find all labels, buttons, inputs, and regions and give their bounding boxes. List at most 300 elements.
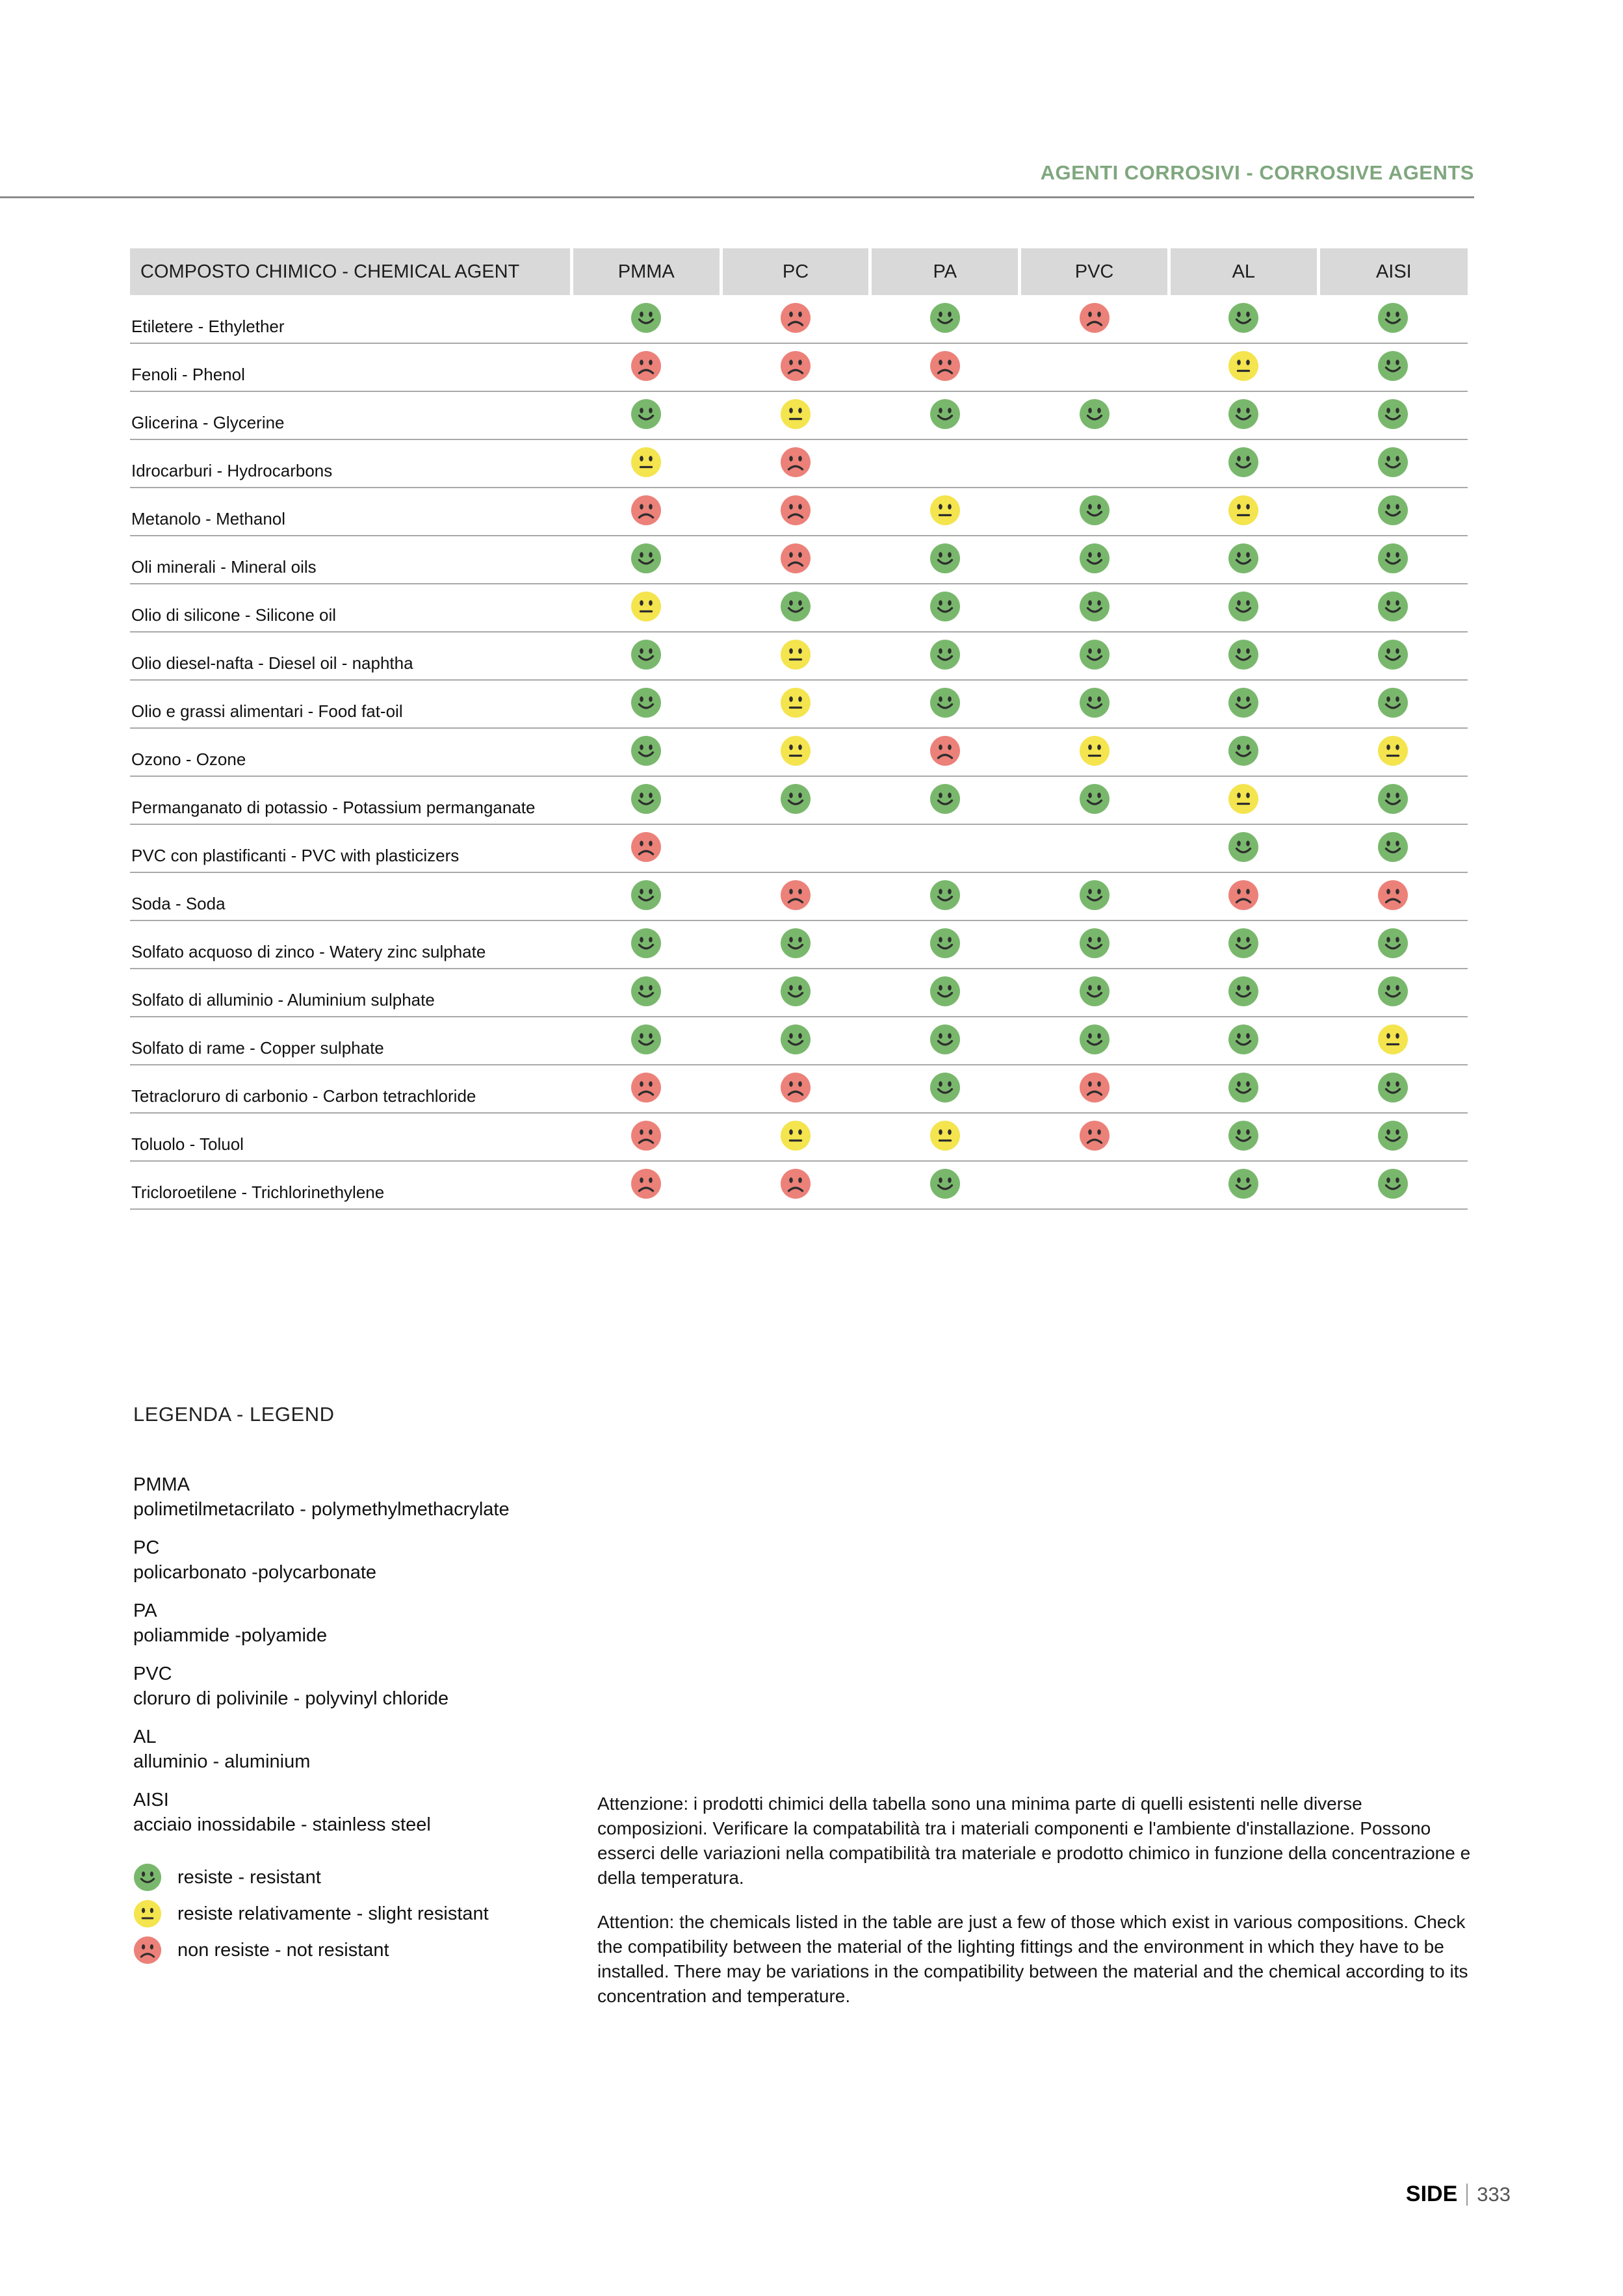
rating-resistant-icon	[1228, 302, 1259, 333]
rating-not_resistant-icon	[780, 880, 811, 911]
rating-not_resistant-icon	[780, 302, 811, 333]
rating-resistant-icon	[929, 639, 961, 670]
rating-resistant-icon	[630, 976, 662, 1007]
table-row	[130, 584, 1468, 632]
footer-divider	[1466, 2184, 1468, 2206]
rating-resistant-icon	[1228, 1072, 1259, 1103]
table-body	[130, 295, 1468, 1209]
chemical-agent-name: Idrocarburi - Hydrocarbons	[130, 439, 571, 488]
rating-resistant-icon	[929, 591, 961, 622]
rating-resistant-icon	[1079, 495, 1110, 526]
rating-cell-empty	[1020, 439, 1169, 488]
rating-resistant-icon	[929, 783, 961, 815]
rating-resistant-icon	[1377, 1168, 1409, 1199]
rating-resistant-icon	[1228, 928, 1259, 959]
chemical-agent-name: Tetracloruro di carbonio - Carbon tetrachloride	[130, 1065, 571, 1113]
rating-cell	[1020, 920, 1169, 969]
rating-cell	[721, 728, 870, 776]
rating-resistant-icon	[1228, 976, 1259, 1007]
rating-not_resistant-icon	[630, 1168, 662, 1199]
rating-resistant-icon	[630, 783, 662, 815]
rating-resistant-icon	[929, 543, 961, 574]
chemical-agent-name: Metanolo - Methanol	[130, 488, 571, 536]
rating-not_resistant-icon	[1079, 1120, 1110, 1151]
rating-cell	[571, 632, 721, 680]
rating-cell	[571, 391, 721, 439]
rating-cell	[1318, 584, 1468, 632]
rating-cell	[1318, 776, 1468, 824]
rating-cell	[1020, 632, 1169, 680]
rating-resistant-icon	[1228, 543, 1259, 574]
rating-resistant-icon	[1377, 1072, 1409, 1103]
rating-cell	[571, 1017, 721, 1065]
rating-resistant-icon	[630, 687, 662, 718]
rating-resistant-icon	[929, 1168, 961, 1199]
legend	[133, 1403, 588, 1972]
rating-cell-empty	[721, 824, 870, 872]
material-code: PA	[133, 1600, 157, 1621]
table-row	[130, 1161, 1468, 1209]
rating-slight-icon	[1228, 783, 1259, 815]
rating-cell	[1169, 872, 1318, 920]
rating-cell	[870, 632, 1020, 680]
rating-resistant-icon	[630, 880, 662, 911]
rating-cell	[1318, 728, 1468, 776]
rating-resistant-icon	[780, 976, 811, 1007]
rating-resistant-icon	[630, 398, 662, 430]
chemical-agent-name: Toluolo - Toluol	[130, 1113, 571, 1161]
rating-cell	[870, 920, 1020, 969]
material-description: poliammide -polyamide	[133, 1625, 328, 1646]
column-header-material: PMMA	[571, 248, 721, 295]
chemical-agent-name: Olio di silicone - Silicone oil	[130, 584, 571, 632]
material-code: PVC	[133, 1663, 172, 1684]
note-english: Attention: the chemicals listed in the table are just a few of those which exist in various compositions. Check the compatibility between the material of the lighting fittings and the environment in which they have to be installed. There may be variations in the compatibility between the material and the chemical according to its concentration and temperature.	[597, 1912, 1468, 2006]
rating-not_resistant-icon	[630, 495, 662, 526]
rating-cell	[1169, 1113, 1318, 1161]
table-row	[130, 872, 1468, 920]
rating-slight-icon	[133, 1899, 162, 1928]
rating-resistant-icon	[1079, 928, 1110, 959]
rating-resistant-icon	[929, 1024, 961, 1055]
chemical-agent-name: Olio diesel-nafta - Diesel oil - naphtha	[130, 632, 571, 680]
rating-cell	[1020, 488, 1169, 536]
legend-materials	[133, 1474, 588, 1836]
rating-resistant-icon	[1079, 783, 1110, 815]
rating-cell	[1318, 969, 1468, 1017]
legend-title: LEGENDA - LEGEND	[133, 1403, 335, 1426]
rating-cell	[1318, 1161, 1468, 1209]
rating-cell	[870, 776, 1020, 824]
table-row	[130, 343, 1468, 391]
rating-cell	[721, 969, 870, 1017]
rating-not_resistant-icon	[929, 735, 961, 766]
rating-resistant-icon	[1079, 398, 1110, 430]
rating-cell	[1318, 632, 1468, 680]
rating-resistant-icon	[1377, 350, 1409, 382]
rating-cell	[870, 872, 1020, 920]
rating-resistant-icon	[1377, 543, 1409, 574]
rating-resistant-icon	[1377, 1120, 1409, 1151]
rating-cell	[1169, 536, 1318, 584]
rating-cell	[571, 343, 721, 391]
rating-slight-icon	[780, 1120, 811, 1151]
rating-cell	[721, 1065, 870, 1113]
rating-resistant-icon	[1377, 928, 1409, 959]
rating-cell	[1318, 1065, 1468, 1113]
rating-cell	[1318, 343, 1468, 391]
table-row	[130, 680, 1468, 728]
material-code: AL	[133, 1727, 157, 1747]
rating-cell	[571, 824, 721, 872]
table-row	[130, 439, 1468, 488]
rating-not_resistant-icon	[630, 350, 662, 382]
rating-cell	[1169, 343, 1318, 391]
rating-cell	[721, 295, 870, 343]
rating-resistant-icon	[1377, 302, 1409, 333]
rating-resistant-icon	[1079, 880, 1110, 911]
chemical-agent-name: Soda - Soda	[130, 872, 571, 920]
rating-not_resistant-icon	[1377, 880, 1409, 911]
rating-cell	[1020, 1017, 1169, 1065]
rating-cell	[1318, 1017, 1468, 1065]
rating-cell	[721, 391, 870, 439]
rating-cell	[870, 488, 1020, 536]
rating-resistant-icon	[1228, 831, 1259, 863]
rating-not_resistant-icon	[780, 350, 811, 382]
rating-cell	[1169, 391, 1318, 439]
rating-resistant-icon	[1377, 687, 1409, 718]
chemical-agent-name: Solfato acquoso di zinco - Watery zinc sulphate	[130, 920, 571, 969]
rating-cell	[571, 920, 721, 969]
legend-material	[133, 1790, 588, 1836]
rating-cell	[571, 969, 721, 1017]
rating-cell	[1169, 776, 1318, 824]
rating-resistant-icon	[929, 1072, 961, 1103]
rating-cell-empty	[870, 439, 1020, 488]
rating-cell	[870, 1161, 1020, 1209]
legend-rating-label: resiste - resistant	[177, 1866, 321, 1888]
rating-not_resistant-icon	[1079, 302, 1110, 333]
table-row	[130, 824, 1468, 872]
rating-resistant-icon	[929, 928, 961, 959]
chemical-agent-name: Fenoli - Phenol	[130, 343, 571, 391]
table-row	[130, 632, 1468, 680]
table-row	[130, 295, 1468, 343]
rating-not_resistant-icon	[630, 1072, 662, 1103]
rating-cell	[1318, 488, 1468, 536]
rating-cell	[721, 488, 870, 536]
rating-resistant-icon	[780, 591, 811, 622]
rating-resistant-icon	[1377, 398, 1409, 430]
rating-cell	[1318, 1113, 1468, 1161]
rating-cell	[870, 969, 1020, 1017]
page-number: 333	[1477, 2182, 1511, 2206]
table-row	[130, 969, 1468, 1017]
rating-cell-empty	[1020, 824, 1169, 872]
rating-cell	[870, 391, 1020, 439]
rating-cell	[870, 584, 1020, 632]
rating-resistant-icon	[1377, 976, 1409, 1007]
rating-resistant-icon	[1079, 687, 1110, 718]
rating-resistant-icon	[1228, 1024, 1259, 1055]
rating-resistant-icon	[630, 1024, 662, 1055]
rating-cell	[1169, 488, 1318, 536]
rating-cell	[1169, 295, 1318, 343]
legend-rating-row	[133, 1899, 588, 1928]
table-row	[130, 488, 1468, 536]
rating-resistant-icon	[1228, 398, 1259, 430]
rating-resistant-icon	[1079, 543, 1110, 574]
rating-not_resistant-icon	[1079, 1072, 1110, 1103]
rating-resistant-icon	[1228, 1168, 1259, 1199]
rating-cell	[1318, 295, 1468, 343]
table-row	[130, 391, 1468, 439]
rating-slight-icon	[1228, 350, 1259, 382]
rating-cell	[870, 1113, 1020, 1161]
rating-cell	[1169, 439, 1318, 488]
rating-cell	[1169, 1161, 1318, 1209]
rating-resistant-icon	[780, 928, 811, 959]
legend-material	[133, 1537, 588, 1584]
page-title: AGENTI CORROSIVI - CORROSIVE AGENTS	[1040, 161, 1474, 184]
rating-cell	[870, 295, 1020, 343]
rating-cell	[1169, 632, 1318, 680]
rating-resistant-icon	[1228, 591, 1259, 622]
rating-slight-icon	[929, 1120, 961, 1151]
material-code: AISI	[133, 1790, 169, 1810]
chemical-agent-name: Oli minerali - Mineral oils	[130, 536, 571, 584]
rating-resistant-icon	[630, 302, 662, 333]
rating-cell	[1169, 1017, 1318, 1065]
column-header-material: AL	[1169, 248, 1318, 295]
rating-slight-icon	[780, 735, 811, 766]
rating-cell	[721, 439, 870, 488]
rating-cell	[1020, 1065, 1169, 1113]
rating-cell	[721, 1161, 870, 1209]
rating-cell	[1318, 920, 1468, 969]
table-row	[130, 536, 1468, 584]
table-row	[130, 776, 1468, 824]
column-header-material: PC	[721, 248, 870, 295]
legend-rating-label: non resiste - not resistant	[177, 1939, 389, 1961]
header-divider	[0, 196, 1474, 198]
rating-cell	[721, 872, 870, 920]
rating-resistant-icon	[1377, 591, 1409, 622]
material-description: alluminio - aluminium	[133, 1751, 311, 1772]
table-header-row	[130, 248, 1468, 295]
rating-resistant-icon	[929, 398, 961, 430]
rating-not_resistant-icon	[630, 1120, 662, 1151]
rating-resistant-icon	[133, 1863, 162, 1892]
rating-cell	[721, 1017, 870, 1065]
rating-cell	[1318, 439, 1468, 488]
material-description: policarbonato -polycarbonate	[133, 1562, 377, 1583]
rating-cell	[721, 680, 870, 728]
rating-cell	[870, 1017, 1020, 1065]
rating-cell	[571, 776, 721, 824]
rating-cell	[1020, 969, 1169, 1017]
chemical-agent-name: Solfato di rame - Copper sulphate	[130, 1017, 571, 1065]
rating-not_resistant-icon	[780, 495, 811, 526]
rating-cell	[1020, 680, 1169, 728]
rating-resistant-icon	[630, 639, 662, 670]
material-description: cloruro di polivinile - polyvinyl chloride	[133, 1688, 449, 1709]
rating-cell	[571, 295, 721, 343]
rating-resistant-icon	[1228, 639, 1259, 670]
rating-resistant-icon	[1377, 639, 1409, 670]
rating-resistant-icon	[1377, 495, 1409, 526]
rating-resistant-icon	[1377, 831, 1409, 863]
rating-cell	[1020, 1113, 1169, 1161]
brand-name: SIDE	[1405, 2182, 1458, 2206]
rating-not_resistant-icon	[1228, 880, 1259, 911]
column-header-agent: COMPOSTO CHIMICO - CHEMICAL AGENT	[130, 248, 571, 295]
rating-cell	[721, 920, 870, 969]
rating-cell	[870, 536, 1020, 584]
rating-resistant-icon	[1228, 1120, 1259, 1151]
rating-cell	[1169, 969, 1318, 1017]
rating-resistant-icon	[929, 880, 961, 911]
rating-resistant-icon	[929, 687, 961, 718]
rating-resistant-icon	[780, 1024, 811, 1055]
rating-cell	[1318, 391, 1468, 439]
rating-slight-icon	[1377, 1024, 1409, 1055]
rating-cell	[721, 776, 870, 824]
chemical-agent-name: PVC con plastificanti - PVC with plasticizers	[130, 824, 571, 872]
rating-cell	[1020, 391, 1169, 439]
chemical-agent-name: Olio e grassi alimentari - Food fat-oil	[130, 680, 571, 728]
chemical-agent-name: Permanganato di potassio - Potassium permanganate	[130, 776, 571, 824]
rating-resistant-icon	[1228, 687, 1259, 718]
rating-resistant-icon	[1228, 735, 1259, 766]
rating-resistant-icon	[1377, 447, 1409, 478]
column-header-material: PVC	[1020, 248, 1169, 295]
rating-cell	[1318, 872, 1468, 920]
rating-slight-icon	[1079, 735, 1110, 766]
table-row	[130, 920, 1468, 969]
rating-resistant-icon	[1079, 591, 1110, 622]
rating-cell	[721, 536, 870, 584]
table-row	[130, 1113, 1468, 1161]
rating-resistant-icon	[1377, 783, 1409, 815]
rating-slight-icon	[630, 447, 662, 478]
compatibility-table	[130, 248, 1468, 1210]
rating-cell	[1169, 680, 1318, 728]
rating-not_resistant-icon	[780, 447, 811, 478]
legend-ratings	[133, 1863, 588, 1964]
rating-cell	[1169, 920, 1318, 969]
chemical-agent-name: Solfato di alluminio - Aluminium sulphate	[130, 969, 571, 1017]
rating-cell	[571, 1161, 721, 1209]
rating-resistant-icon	[630, 543, 662, 574]
rating-slight-icon	[929, 495, 961, 526]
legend-rating-row	[133, 1936, 588, 1964]
rating-slight-icon	[780, 639, 811, 670]
rating-resistant-icon	[1079, 639, 1110, 670]
rating-not_resistant-icon	[780, 1072, 811, 1103]
rating-slight-icon	[630, 591, 662, 622]
rating-cell	[721, 1113, 870, 1161]
rating-resistant-icon	[1079, 1024, 1110, 1055]
rating-cell-empty	[870, 824, 1020, 872]
rating-cell	[1169, 584, 1318, 632]
rating-cell	[571, 1113, 721, 1161]
rating-not_resistant-icon	[630, 831, 662, 863]
rating-cell	[870, 680, 1020, 728]
legend-rating-row	[133, 1863, 588, 1892]
legend-material	[133, 1663, 588, 1710]
rating-cell	[571, 536, 721, 584]
rating-cell	[870, 1065, 1020, 1113]
rating-cell	[571, 872, 721, 920]
legend-material	[133, 1600, 588, 1647]
rating-not_resistant-icon	[780, 543, 811, 574]
chemical-agent-name: Ozono - Ozone	[130, 728, 571, 776]
chemical-agent-name: Etiletere - Ethylether	[130, 295, 571, 343]
rating-resistant-icon	[1228, 447, 1259, 478]
rating-cell	[721, 584, 870, 632]
table-header	[130, 248, 1468, 295]
rating-resistant-icon	[630, 735, 662, 766]
rating-resistant-icon	[929, 302, 961, 333]
rating-cell	[1318, 680, 1468, 728]
rating-cell	[571, 584, 721, 632]
rating-slight-icon	[780, 398, 811, 430]
page-footer	[1406, 2182, 1511, 2207]
rating-not_resistant-icon	[929, 350, 961, 382]
rating-cell	[571, 728, 721, 776]
rating-slight-icon	[1228, 495, 1259, 526]
table-row	[130, 1065, 1468, 1113]
chemical-agent-name: Glicerina - Glycerine	[130, 391, 571, 439]
rating-cell	[1169, 1065, 1318, 1113]
rating-resistant-icon	[1079, 976, 1110, 1007]
rating-cell	[571, 439, 721, 488]
rating-cell	[571, 1065, 721, 1113]
rating-cell	[571, 488, 721, 536]
rating-cell	[721, 343, 870, 391]
rating-cell	[1020, 728, 1169, 776]
legend-material	[133, 1727, 588, 1773]
rating-resistant-icon	[929, 976, 961, 1007]
table-row	[130, 728, 1468, 776]
material-description: polimetilmetacrilato - polymethylmethacrylate	[133, 1499, 510, 1520]
material-code: PC	[133, 1537, 160, 1558]
legend-material	[133, 1474, 588, 1520]
chemical-agent-name: Tricloroetilene - Trichlorinethylene	[130, 1161, 571, 1209]
material-description: acciaio inossidabile - stainless steel	[133, 1814, 431, 1835]
column-header-material: AISI	[1318, 248, 1468, 295]
rating-cell	[1020, 776, 1169, 824]
note-italian: Attenzione: i prodotti chimici della tabella sono una minima parte di quelli esistenti nelle diverse composizioni. Verificare la compatabilità tra i materiali componenti e l'ambiente d'installazione. Possono esserci delle variazioni nella compatibilità tra materiale e prodotto chimico in funzione della concentrazione e della temperatura.	[597, 1794, 1471, 1888]
rating-cell	[1020, 872, 1169, 920]
rating-resistant-icon	[780, 783, 811, 815]
rating-cell	[1169, 824, 1318, 872]
rating-cell	[1169, 728, 1318, 776]
rating-slight-icon	[780, 687, 811, 718]
material-code: PMMA	[133, 1474, 190, 1495]
rating-resistant-icon	[630, 928, 662, 959]
rating-cell-empty	[1020, 343, 1169, 391]
rating-cell	[1020, 536, 1169, 584]
rating-cell	[870, 728, 1020, 776]
rating-cell	[1318, 824, 1468, 872]
rating-cell	[1020, 295, 1169, 343]
rating-cell-empty	[1020, 1161, 1169, 1209]
legend-rating-label: resiste relativamente - slight resistant	[177, 1903, 489, 1924]
rating-cell	[721, 632, 870, 680]
